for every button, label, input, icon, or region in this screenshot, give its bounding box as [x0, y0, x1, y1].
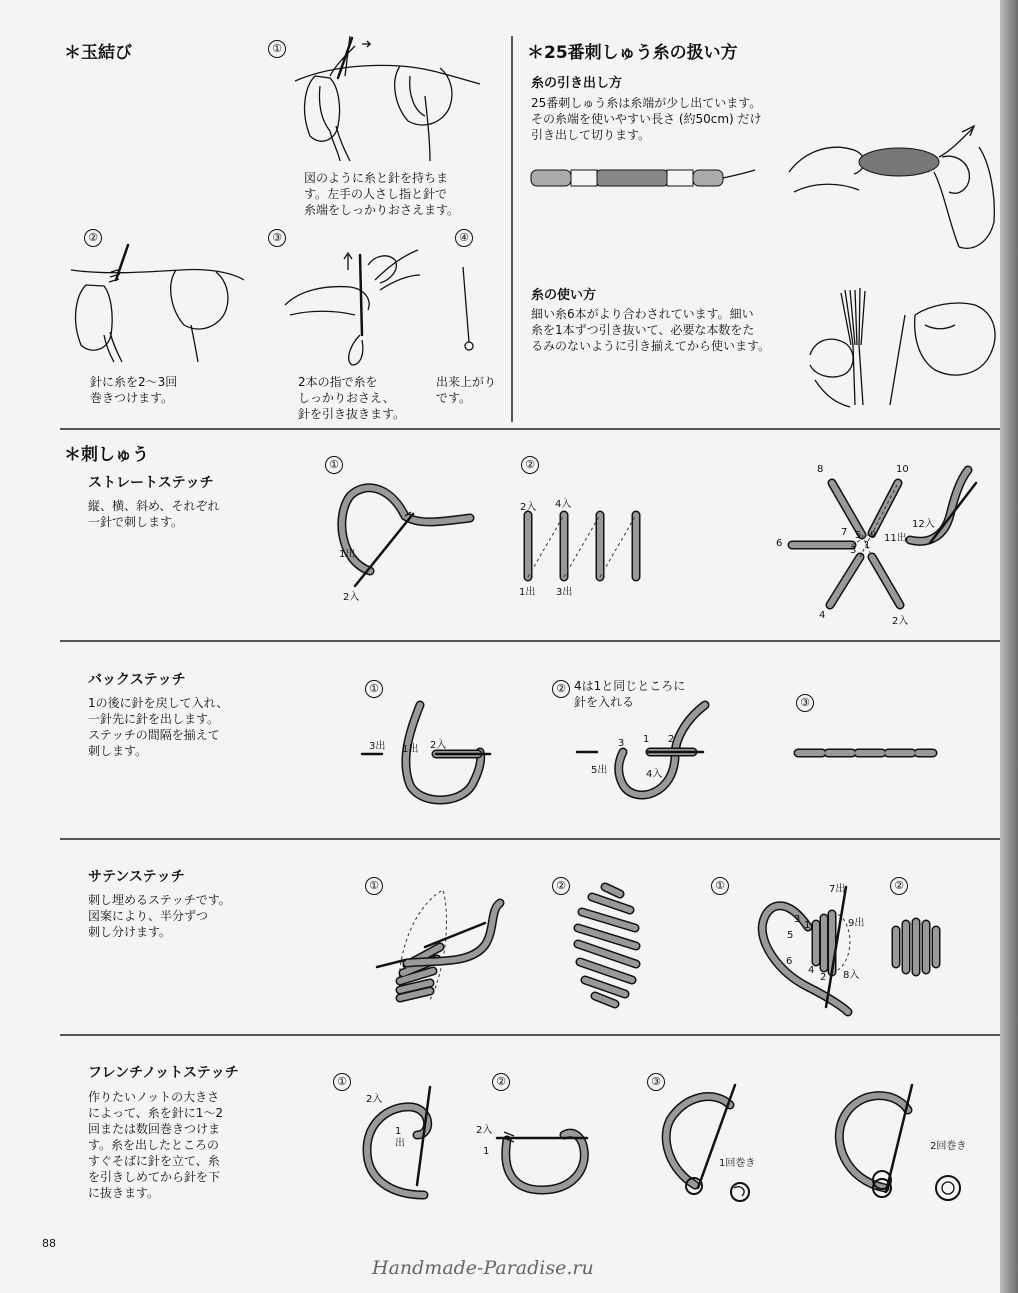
- satin-step1-illustration: [375, 885, 525, 1020]
- tama-title: ＊玉結び: [64, 43, 132, 63]
- ito25-pull-text: 25番刺しゅう糸は糸端が少し出ています。 その糸端を使いやすい長さ (約50cm) だけ 引き出して切ります。: [531, 96, 762, 142]
- back-step3-illustration: [793, 745, 943, 761]
- star-3: 3: [850, 545, 857, 556]
- tama-step1-text: 図のように糸と針を持ちま す。左手の人さし指と針で 糸端をしっかりおさえます。: [304, 171, 460, 217]
- satin-n4: ②: [890, 877, 908, 895]
- back1-1de: 1出: [402, 744, 419, 755]
- satin-step3-illustration: [758, 882, 868, 1022]
- satin-9de: 9出: [848, 918, 865, 929]
- tama-step4-text: 出来上がり です。: [436, 375, 497, 405]
- back1-2iri: 2入: [430, 740, 447, 751]
- french-step2-illustration: [492, 1110, 602, 1200]
- star-9: 9: [870, 530, 877, 541]
- french-n1: ①: [333, 1073, 351, 1091]
- french-n3: ③: [647, 1073, 665, 1091]
- french-step3a-illustration: [660, 1080, 770, 1210]
- french-text: 作りたいノットの大きさ によって、糸を針に1〜2 回または数回巻きつけま す。糸を出したところの すぐそばに針を立て、糸 を引きしめてから針を下 に抜きます。: [88, 1090, 224, 1200]
- straight2-4iri: 4入: [555, 499, 572, 510]
- ito25-pull-title: 糸の引き出し方: [531, 76, 623, 91]
- french2-1: 1: [483, 1146, 490, 1157]
- straight-star-illustration: [780, 465, 980, 625]
- back-n2: ②: [552, 680, 570, 698]
- separate-strands-illustration: [805, 285, 1000, 410]
- pull-thread-illustration: [784, 112, 999, 252]
- satin-2: 2: [820, 972, 827, 983]
- satin-3: 3: [794, 914, 801, 925]
- straight-2iri: 2入: [343, 592, 360, 603]
- ito25-use-title: 糸の使い方: [531, 288, 597, 303]
- page-number: 88: [42, 1237, 56, 1250]
- tama-step2-text: 針に糸を2〜3回 巻きつけます。: [90, 375, 178, 405]
- tama-step2-illustration: [66, 240, 246, 365]
- straight-text: 縦、横、斜め、それぞれ 一針で刺します。: [88, 499, 220, 529]
- satin-6: 6: [786, 956, 793, 967]
- satin-1: 1: [804, 920, 811, 931]
- back2-1: 1: [643, 734, 650, 745]
- french-wrap1: 1回巻き: [719, 1158, 756, 1169]
- star-1: 1: [864, 540, 871, 551]
- column-divider: [511, 36, 513, 422]
- satin-step4-illustration: [888, 918, 948, 978]
- back2-5de: 5出: [591, 765, 608, 776]
- star-12iri: 12入: [912, 519, 935, 530]
- back-n1: ①: [365, 680, 383, 698]
- tama-step3-num: ③: [268, 229, 286, 247]
- french2-2iri: 2入: [476, 1125, 493, 1136]
- star-6: 6: [776, 538, 783, 549]
- satin-title: サテンステッチ: [88, 869, 185, 885]
- straight-step2-illustration: [518, 505, 648, 585]
- back-text: 1の後に針を戻して入れ、 一針先に針を出します。 ステッチの間隔を揃えて 刺します。: [88, 696, 229, 758]
- watermark: Handmade-Paradise.ru: [372, 1257, 594, 1279]
- back2-4iri: 4入: [646, 769, 663, 780]
- satin-n3: ①: [711, 877, 729, 895]
- french-n2: ②: [492, 1073, 510, 1091]
- satin-7de: 7出: [829, 884, 846, 895]
- straight-title: ストレートステッチ: [88, 475, 214, 491]
- satin-text: 刺し埋めるステッチです。 図案により、半分ずつ 刺し分けます。: [88, 893, 231, 939]
- straight-n1: ①: [325, 456, 343, 474]
- straight-step1-illustration: [335, 476, 475, 596]
- back1-3de: 3出: [369, 741, 386, 752]
- back-step2-illustration: [575, 700, 715, 810]
- tama-step2-num: ②: [84, 229, 102, 247]
- star-4: 4: [819, 610, 826, 621]
- back-n3: ③: [796, 694, 814, 712]
- ito25-use-text: 細い糸6本がより合わされています。細い 糸を1本ずつ引き抜いて、必要な本数をた るみのないように引き揃えてから使います。: [531, 307, 771, 353]
- back-note2: 4は1と同じところに 針を入れる: [574, 679, 686, 709]
- straight2-2iri: 2入: [520, 502, 537, 513]
- satin-5: 5: [787, 930, 794, 941]
- divider-3: [60, 838, 1000, 840]
- straight-n2: ②: [521, 456, 539, 474]
- french-title: フレンチノットステッチ: [88, 1065, 239, 1081]
- star-11de: 11出: [884, 533, 907, 544]
- shishu-title: ＊刺しゅう: [64, 445, 149, 465]
- star-7: 7: [841, 527, 848, 538]
- divider-1: [60, 428, 1000, 430]
- back-step1-illustration: [360, 700, 500, 810]
- tama-step3-illustration: [280, 225, 420, 365]
- tama-step3-text: 2本の指で糸を しっかりおさえ、 針を引き抜きます。: [298, 375, 406, 421]
- back2-3: 3: [618, 738, 625, 749]
- satin-n1: ①: [365, 877, 383, 895]
- star-8: 8: [817, 464, 824, 475]
- tama-step1-illustration: [290, 36, 480, 166]
- tama-step4-illustration: [455, 262, 485, 362]
- french1-1de: 1 出: [395, 1126, 405, 1149]
- satin-4: 4: [808, 965, 815, 976]
- satin-step2-illustration: [570, 882, 645, 1012]
- straight2-3de: 3出: [556, 587, 573, 598]
- tama-step4-num: ④: [455, 229, 473, 247]
- back2-2: 2: [668, 734, 675, 745]
- skein-illustration: [527, 160, 757, 200]
- star-2iri: 2入: [892, 616, 909, 627]
- ito25-title: ＊25番刺しゅう糸の扱い方: [527, 43, 738, 63]
- star-5: 5: [855, 530, 862, 541]
- tama-step1-num: ①: [268, 40, 286, 58]
- book-spine-shadow: [1000, 0, 1018, 1293]
- straight-1de: 1出: [339, 549, 356, 560]
- french-wrap2: 2回巻き: [930, 1141, 967, 1152]
- straight2-1de: 1出: [519, 587, 536, 598]
- back-title: バックステッチ: [88, 672, 186, 688]
- divider-4: [60, 1034, 1000, 1036]
- star-10: 10: [896, 464, 909, 475]
- french1-2iri: 2入: [366, 1094, 383, 1105]
- satin-8iri: 8入: [843, 970, 860, 981]
- divider-2: [60, 640, 1000, 642]
- satin-n2: ②: [552, 877, 570, 895]
